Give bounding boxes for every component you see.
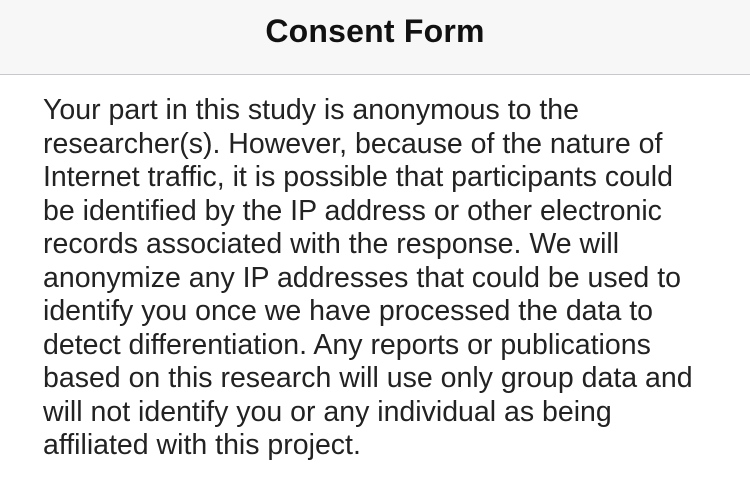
navigation-bar xyxy=(0,0,750,75)
consent-text-line: based on this research will use only group data and xyxy=(43,362,693,394)
consent-text-line: records associated with the response. We will xyxy=(43,228,620,260)
consent-text-body xyxy=(43,94,723,463)
consent-text-line: will not identify you or any individual as being xyxy=(43,395,612,428)
consent-text-line: detect differentiation. Any reports or publications xyxy=(43,328,651,361)
consent-text-line: Internet traffic, it is possible that participants could xyxy=(43,161,673,193)
consent-text-line: be identified by the IP address or other electronic xyxy=(43,194,662,227)
page-title: Consent Form xyxy=(265,13,485,49)
consent-text-line: affiliated with this project. xyxy=(43,429,361,461)
consent-text-line: Your part in this study is anonymous to the xyxy=(43,94,580,126)
consent-text-line: anonymize any IP addresses that could be used to xyxy=(43,261,681,294)
consent-text-line: researcher(s). However, because of the nature of xyxy=(43,127,663,160)
consent-text-line: identify you once we have processed the data to xyxy=(43,295,653,327)
